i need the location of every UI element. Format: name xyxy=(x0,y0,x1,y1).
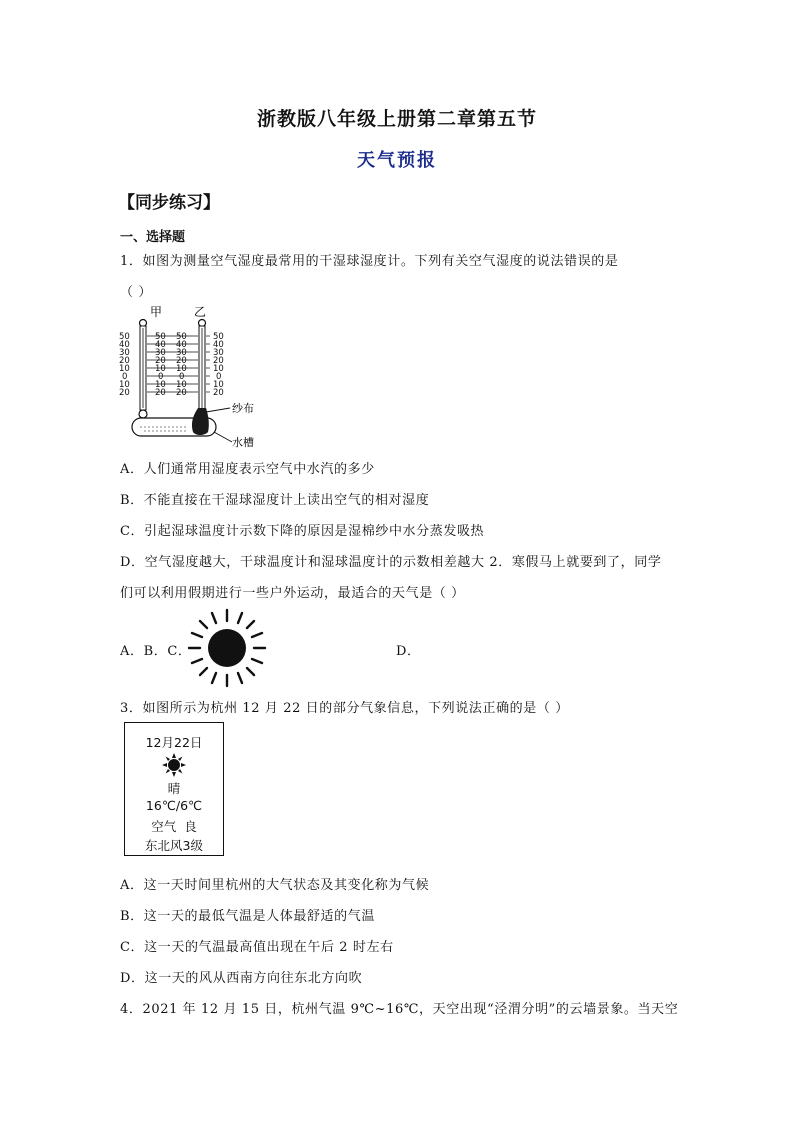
scale-mid2-5: 0 xyxy=(179,372,185,382)
scale-mid2-7: 20 xyxy=(176,388,187,398)
label-jia: 甲 xyxy=(150,305,163,319)
q1-option-c: C．引起湿球温度计示数下降的原因是湿棉纱中水分蒸发吸热 xyxy=(120,524,485,539)
scale-left-4: 10 xyxy=(119,364,130,374)
q2-option-d: D． xyxy=(396,644,421,659)
scale-right-5: 0 xyxy=(216,372,222,382)
card-wind: 东北风3级 xyxy=(145,838,203,853)
label-yi: 乙 xyxy=(194,305,207,319)
question-2-stem-cont: 们可以利用假期进行一些户外运动，最适合的天气是（ ） xyxy=(120,586,465,601)
card-date: 12月22日 xyxy=(145,735,203,750)
q3-option-c: C．这一天的气温最高值出现在午后 2 时左右 xyxy=(120,940,394,955)
scale-left-7: 20 xyxy=(119,388,130,398)
scale-right-3: 20 xyxy=(213,356,224,366)
q3-option-b: B．这一天的最低气温是人体最舒适的气温 xyxy=(120,909,375,924)
card-temps: 16℃/6℃ xyxy=(145,798,203,813)
question-1-blank: （ ） xyxy=(120,285,152,300)
scale-left-2: 30 xyxy=(119,348,130,358)
scale-mid1-4: 10 xyxy=(155,364,166,374)
scale-mid1-6: 10 xyxy=(155,380,166,390)
scale-right-0: 50 xyxy=(213,332,224,342)
scale-right-7: 20 xyxy=(213,388,224,398)
hygrometer-figure xyxy=(116,304,266,452)
scale-mid2-1: 40 xyxy=(176,340,187,350)
gauze-label: 纱布 xyxy=(232,402,254,415)
scale-right-2: 30 xyxy=(213,348,224,358)
scale-right-6: 10 xyxy=(213,380,224,390)
scale-mid2-2: 30 xyxy=(176,348,187,358)
scale-mid2-6: 10 xyxy=(176,380,187,390)
question-1-stem: 1．如图为测量空气湿度最常用的干湿球湿度计。下列有关空气湿度的说法错误的是 xyxy=(120,254,619,269)
card-sun-icon xyxy=(125,753,223,775)
q1-option-b: B．不能直接在干湿球湿度计上读出空气的相对湿度 xyxy=(120,493,430,508)
scale-left-3: 20 xyxy=(119,356,130,366)
scale-left-6: 10 xyxy=(119,380,130,390)
scale-left-5: 0 xyxy=(122,372,128,382)
q1-option-d: D．空气湿度越大，干球温度计和湿球温度计的示数相差越大 2．寒假马上就要到了，同学 xyxy=(120,555,662,570)
scale-right-1: 40 xyxy=(213,340,224,350)
scale-right-4: 10 xyxy=(213,364,224,374)
card-air: 空气 良 xyxy=(151,819,197,834)
page-subtitle: 天气预报 xyxy=(357,150,437,171)
q3-option-d: D．这一天的风从西南方向往东北方向吹 xyxy=(120,971,363,986)
scale-mid1-5: 0 xyxy=(158,372,164,382)
q2-options-abc: A．B．C． xyxy=(120,644,192,659)
scale-mid2-4: 10 xyxy=(176,364,187,374)
question-3-stem: 3．如图所示为杭州 12 月 22 日的部分气象信息，下列说法正确的是（ ） xyxy=(120,701,569,716)
question-4-stem: 4．2021 年 12 月 15 日，杭州气温 9℃~16℃，天空出现“泾渭分明”的云墙景象。当天空 xyxy=(120,1002,679,1017)
weather-card xyxy=(124,722,224,856)
card-condition: 晴 xyxy=(167,781,181,796)
sun-icon xyxy=(185,606,269,690)
scale-mid2-3: 20 xyxy=(176,356,187,366)
scale-mid1-2: 30 xyxy=(155,348,166,358)
q3-option-a: A．这一天时间里杭州的大气状态及其变化称为气候 xyxy=(120,878,430,893)
scale-left-0: 50 xyxy=(119,332,130,342)
page-title: 浙教版八年级上册第二章第五节 xyxy=(256,108,537,130)
scale-mid1-1: 40 xyxy=(155,340,166,350)
subsection-heading: 一、选择题 xyxy=(120,230,186,245)
scale-mid2-0: 50 xyxy=(176,332,187,342)
scale-mid1-0: 50 xyxy=(155,332,166,342)
scale-left-1: 40 xyxy=(119,340,130,350)
q1-option-a: A．人们通常用湿度表示空气中水汽的多少 xyxy=(120,462,375,477)
scale-mid1-7: 20 xyxy=(155,388,166,398)
trough-label: 水槽 xyxy=(232,436,254,449)
scale-mid1-3: 20 xyxy=(155,356,166,366)
section-heading: 【同步练习】 xyxy=(118,193,220,213)
